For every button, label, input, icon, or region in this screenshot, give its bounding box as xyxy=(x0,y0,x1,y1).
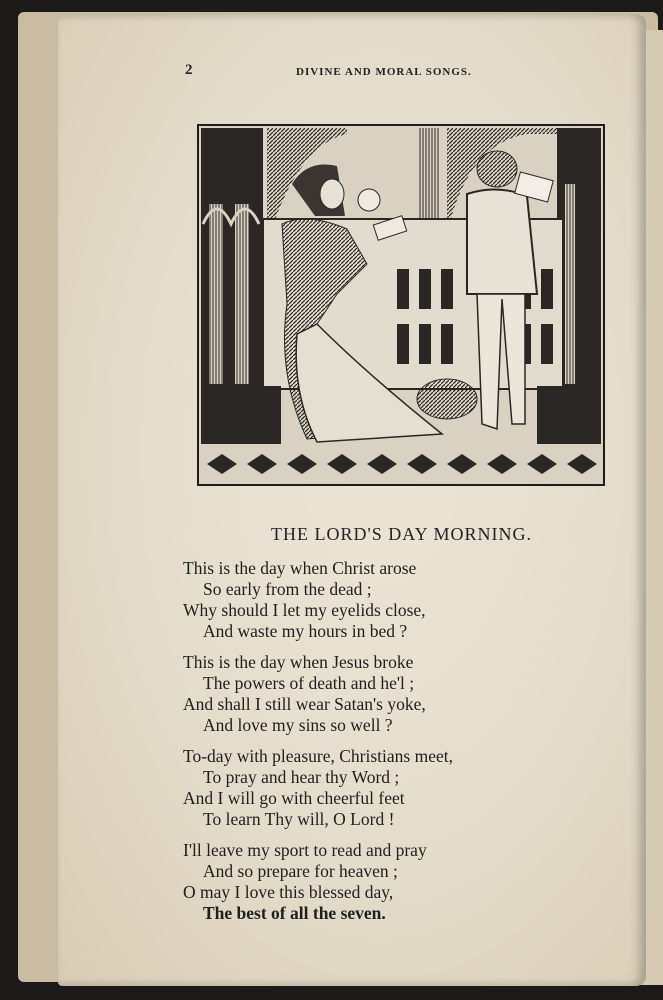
poem-line: To-day with pleasure, Christians meet, xyxy=(183,746,453,766)
poem-line: O may I love this blessed day, xyxy=(183,882,394,902)
poem-line: Why should I let my eyelids close, xyxy=(183,600,426,620)
stanza xyxy=(183,652,583,736)
woodcut-illustration xyxy=(197,124,605,486)
stanza xyxy=(183,558,583,642)
poem-line: I'll leave my sport to read and pray xyxy=(183,840,427,860)
page-number: 2 xyxy=(185,62,193,78)
running-title: DIVINE AND MORAL SONGS. xyxy=(296,66,472,78)
stanza xyxy=(183,746,583,830)
stanza xyxy=(183,840,583,924)
poem-line: This is the day when Christ arose xyxy=(183,558,417,578)
poem-line: To learn Thy will, O Lord ! xyxy=(203,809,395,829)
poem-line: The powers of death and he'l ; xyxy=(203,673,415,693)
poem-line: And so prepare for heaven ; xyxy=(203,861,398,881)
poem-line: And I will go with cheerful feet xyxy=(183,788,405,808)
poem-line: So early from the dead ; xyxy=(203,579,372,599)
poem-line: And waste my hours in bed ? xyxy=(203,621,408,641)
poem-line: The best of all the seven. xyxy=(203,903,386,923)
poem-line: To pray and hear thy Word ; xyxy=(203,767,400,787)
poem-title: THE LORD'S DAY MORNING. xyxy=(271,524,532,544)
poem-body xyxy=(183,558,583,934)
poem-line: This is the day when Jesus broke xyxy=(183,652,414,672)
poem-line: And shall I still wear Satan's yoke, xyxy=(183,694,426,714)
poem-line: And love my sins so well ? xyxy=(203,715,393,735)
